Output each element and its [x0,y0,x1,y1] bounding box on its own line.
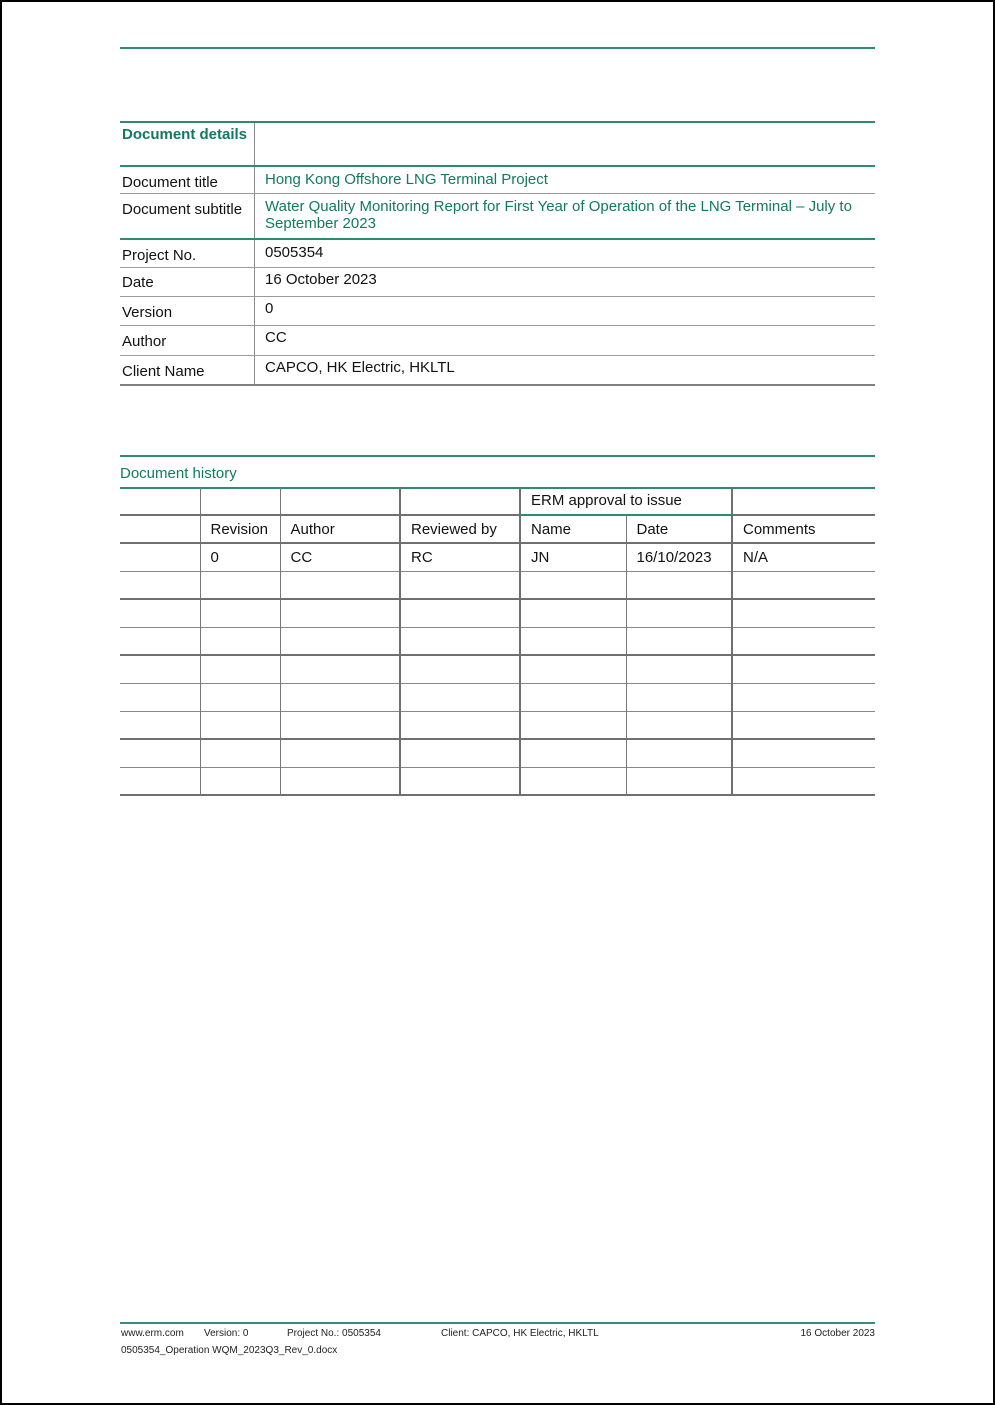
erm-approval-header: ERM approval to issue [520,487,732,515]
value-version: 0 [265,300,274,317]
cell-date: 16/10/2023 [626,543,732,571]
document-details-heading: Document details [120,123,255,165]
footer-filename: 0505354_Operation WQM_2023Q3_Rev_0.docx [121,1345,338,1356]
label-document-title: Document title [120,167,255,193]
label-version: Version [120,297,255,325]
label-date: Date [120,268,255,296]
col-comments: Comments [732,515,875,543]
label-author: Author [120,326,255,355]
footer-date: 16 October 2023 [800,1328,875,1339]
col-author: Author [280,515,400,543]
document-history-table [120,487,875,796]
label-project-no: Project No. [120,240,255,267]
table-row-empty [120,711,875,739]
cell-author: CC [280,543,400,571]
table-row-empty [120,571,875,599]
col-revision: Revision [200,515,280,543]
document-details-table [120,121,875,386]
value-project-no: 0505354 [265,244,324,261]
header-rule [120,47,875,49]
col-reviewed-by: Reviewed by [400,515,520,543]
document-history-heading: Document history [120,455,875,489]
value-client-name: CAPCO, HK Electric, HKLTL [265,359,455,376]
cell-revision: 0 [200,543,280,571]
table-row [120,543,875,571]
cell-reviewed-by: RC [400,543,520,571]
footer-website: www.erm.com [121,1328,184,1339]
table-row-empty [120,599,875,627]
footer-client: Client: CAPCO, HK Electric, HKLTL [441,1328,599,1339]
table-row-empty [120,655,875,683]
col-name: Name [520,515,626,543]
table-row-empty [120,739,875,767]
history-header-row [120,515,875,543]
value-date: 16 October 2023 [265,271,377,288]
table-row-empty [120,767,875,795]
value-document-title: Hong Kong Offshore LNG Terminal Project [265,171,548,188]
footer-project-no: Project No.: 0505354 [287,1328,381,1339]
value-author: CC [265,329,287,346]
footer-version: Version: 0 [204,1328,249,1339]
table-row-empty [120,627,875,655]
footer-rule [120,1322,875,1324]
table-row-empty [120,683,875,711]
label-document-subtitle: Document subtitle [120,194,255,238]
col-date: Date [626,515,732,543]
cell-comments: N/A [732,543,875,571]
label-client-name: Client Name [120,356,255,384]
value-document-subtitle: Water Quality Monitoring Report for First Year of Operation of the LNG Terminal – July to September 2023 [265,198,852,232]
cell-name: JN [520,543,626,571]
